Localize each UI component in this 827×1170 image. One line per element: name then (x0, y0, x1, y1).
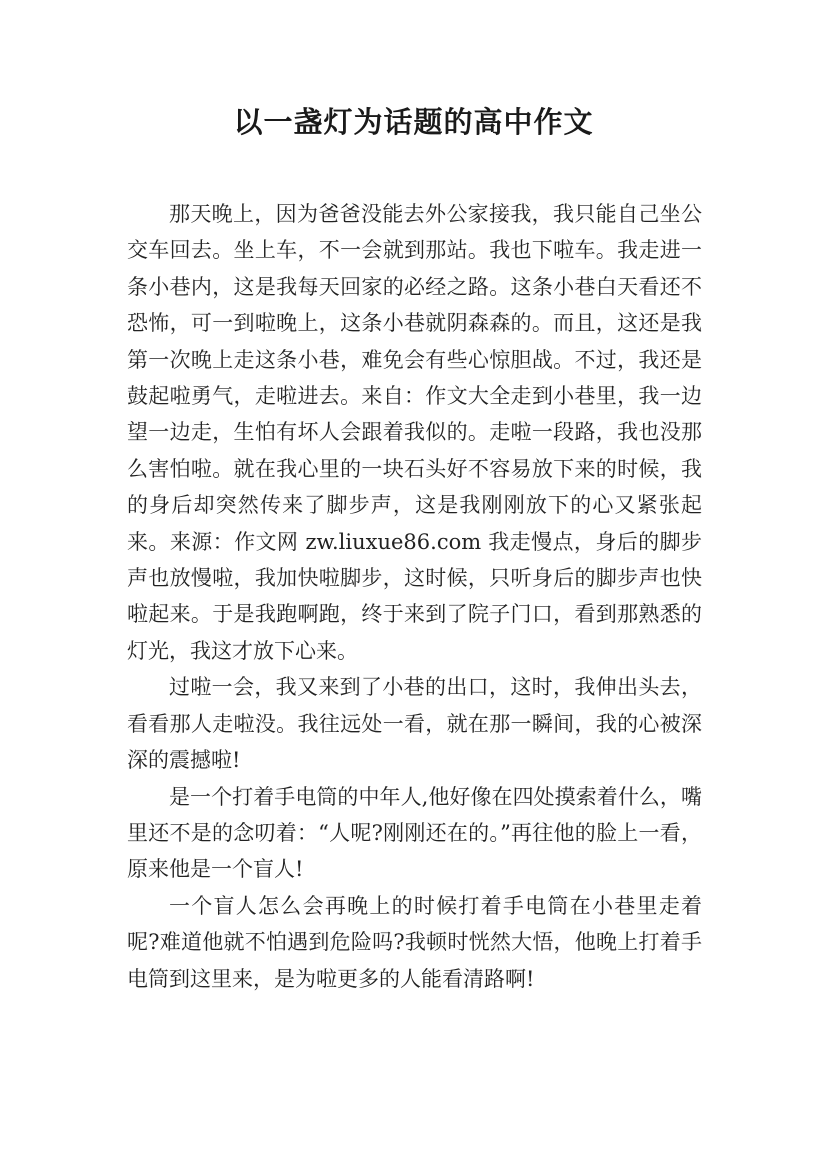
paragraph-1: 那天晚上，因为爸爸没能去外公家接我，我只能自己坐公交车回去。坐上车，不一会就到那站。我也下啦车。我走进一条小巷内，这是我每天回家的必经之路。这条小巷白天看还不恐怖，可一到啦晚上，这条小巷就阴森森的。而且，这还是我第一次晚上走这条小巷，难免会有些心惊胆战。不过，我还是鼓起啦勇气，走啦进去。来自：作文大全走到小巷里，我一边望一边走，生怕有坏人会跟着我似的。走啦一段路，我也没那么害怕啦。就在我心里的一块石头好不容易放下来的时候，我的身后却突然传来了脚步声，这是我刚刚放下的心又紧张起来。来源：作文网 zw.liuxue86.com 我走慢点，身后的脚步声也放慢啦，我加快啦脚步，这时候，只听身后的脚步声也快啦起来。于是我跑啊跑，终于来到了院子门口，看到那熟悉的灯光，我这才放下心来。 (127, 202, 702, 663)
paragraph-2: 过啦一会，我又来到了小巷的出口，这时，我伸出头去，看看那人走啦没。我往远处一看，就在那一瞬间，我的心被深深的震撼啦! (127, 675, 702, 773)
page-title: 以一盏灯为话题的高中作文 (233, 105, 594, 139)
paragraph-3: 是一个打着手电筒的中年人,他好像在四处摸索着什么，嘴里还不是的念叨着：“人呢?刚刚还在的。”再往他的脸上一看，原来他是一个盲人! (127, 784, 702, 882)
essay-body (127, 196, 702, 997)
paragraph-4: 一个盲人怎么会再晚上的时候打着手电筒在小巷里走着呢?难道他就不怕遇到危险吗?我顿时恍然大悟，他晚上打着手电筒到这里来，是为啦更多的人能看清路啊! (127, 893, 702, 991)
